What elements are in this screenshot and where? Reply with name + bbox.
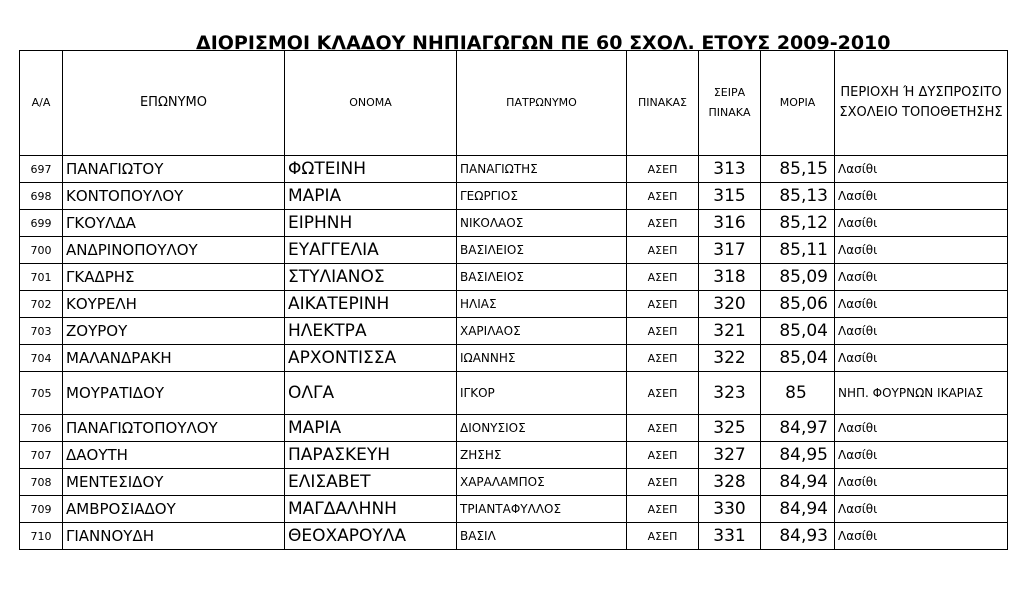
cell-pinakas: ΑΣΕΠ	[627, 469, 699, 496]
header-pinakas: ΠΙΝΑΚΑΣ	[627, 51, 699, 156]
cell-perioxi: Λασίθι	[835, 523, 1008, 550]
cell-onoma: ΕΙΡΗΝΗ	[285, 210, 457, 237]
cell-seira: 328	[699, 469, 761, 496]
cell-moria: 84,97	[761, 415, 835, 442]
cell-pinakas: ΑΣΕΠ	[627, 442, 699, 469]
cell-patronymo: ΤΡΙΑΝΤΑΦΥΛΛΟΣ	[457, 496, 627, 523]
cell-seira: 320	[699, 291, 761, 318]
header-patronymo: ΠΑΤΡΩΝΥΜΟ	[457, 51, 627, 156]
cell-perioxi: ΝΗΠ. ΦΟΥΡΝΩΝ ΙΚΑΡΙΑΣ	[835, 372, 1008, 415]
table-row	[20, 469, 1008, 496]
cell-patronymo: ΓΕΩΡΓΙΟΣ	[457, 183, 627, 210]
cell-aa: 706	[20, 415, 63, 442]
cell-onoma: ΠΑΡΑΣΚΕΥΗ	[285, 442, 457, 469]
cell-patronymo: ΙΩΑΝΝΗΣ	[457, 345, 627, 372]
cell-perioxi: Λασίθι	[835, 496, 1008, 523]
cell-pinakas: ΑΣΕΠ	[627, 291, 699, 318]
cell-pinakas: ΑΣΕΠ	[627, 496, 699, 523]
cell-moria: 85,04	[761, 318, 835, 345]
cell-onoma: ΜΑΓΔΑΛΗΝΗ	[285, 496, 457, 523]
cell-onoma: ΑΙΚΑΤΕΡΙΝΗ	[285, 291, 457, 318]
cell-seira: 327	[699, 442, 761, 469]
cell-aa: 703	[20, 318, 63, 345]
cell-pinakas: ΑΣΕΠ	[627, 210, 699, 237]
cell-seira: 316	[699, 210, 761, 237]
cell-perioxi: Λασίθι	[835, 156, 1008, 183]
cell-patronymo: ΠΑΝΑΓΙΩΤΗΣ	[457, 156, 627, 183]
cell-eponymo: ΜΕΝΤΕΣΙΔΟΥ	[63, 469, 285, 496]
cell-perioxi: Λασίθι	[835, 415, 1008, 442]
cell-onoma: ΜΑΡΙΑ	[285, 415, 457, 442]
cell-seira: 315	[699, 183, 761, 210]
cell-moria: 85,04	[761, 345, 835, 372]
cell-moria: 85,11	[761, 237, 835, 264]
cell-seira: 331	[699, 523, 761, 550]
cell-perioxi: Λασίθι	[835, 210, 1008, 237]
cell-moria: 84,93	[761, 523, 835, 550]
cell-onoma: ΣΤΥΛΙΑΝΟΣ	[285, 264, 457, 291]
cell-eponymo: ΜΑΛΑΝΔΡΑΚΗ	[63, 345, 285, 372]
cell-onoma: ΘΕΟΧΑΡΟΥΛΑ	[285, 523, 457, 550]
cell-patronymo: ΙΓΚΟΡ	[457, 372, 627, 415]
table-row	[20, 442, 1008, 469]
cell-onoma: ΦΩΤΕΙΝΗ	[285, 156, 457, 183]
cell-seira: 317	[699, 237, 761, 264]
cell-eponymo: ΔΑΟΥΤΗ	[63, 442, 285, 469]
cell-aa: 708	[20, 469, 63, 496]
header-aa: Α/Α	[20, 51, 63, 156]
table-row	[20, 523, 1008, 550]
cell-pinakas: ΑΣΕΠ	[627, 345, 699, 372]
cell-seira: 318	[699, 264, 761, 291]
cell-moria: 85	[761, 372, 835, 415]
cell-onoma: ΜΑΡΙΑ	[285, 183, 457, 210]
cell-eponymo: ΖΟΥΡΟΥ	[63, 318, 285, 345]
cell-onoma: ΑΡΧΟΝΤΙΣΣΑ	[285, 345, 457, 372]
table-row	[20, 415, 1008, 442]
cell-seira: 313	[699, 156, 761, 183]
cell-moria: 84,94	[761, 496, 835, 523]
table-row	[20, 210, 1008, 237]
cell-seira: 323	[699, 372, 761, 415]
cell-eponymo: ΜΟΥΡΑΤΙΔΟΥ	[63, 372, 285, 415]
header-seira: ΣΕΙΡΑ ΠΙΝΑΚΑ	[699, 51, 761, 156]
header-perioxi: ΠΕΡΙΟΧΗ Ή ΔΥΣΠΡΟΣΙΤΟ ΣΧΟΛΕΙΟ ΤΟΠΟΘΕΤΗΣΗΣ	[835, 51, 1008, 156]
cell-onoma: ΕΛΙΣΑΒΕΤ	[285, 469, 457, 496]
cell-eponymo: ΑΜΒΡΟΣΙΑΔΟΥ	[63, 496, 285, 523]
page-title: ΔΙΟΡΙΣΜΟΙ ΚΛΑΔΟΥ ΝΗΠΙΑΓΩΓΩΝ ΠΕ 60 ΣΧΟΛ. ΕΤΟΥΣ 2009-2010	[196, 32, 891, 54]
cell-aa: 699	[20, 210, 63, 237]
cell-patronymo: ΝΙΚΟΛΑΟΣ	[457, 210, 627, 237]
table-row	[20, 372, 1008, 415]
cell-onoma: ΕΥΑΓΓΕΛΙΑ	[285, 237, 457, 264]
cell-pinakas: ΑΣΕΠ	[627, 264, 699, 291]
cell-patronymo: ΗΛΙΑΣ	[457, 291, 627, 318]
cell-pinakas: ΑΣΕΠ	[627, 237, 699, 264]
cell-patronymo: ΒΑΣΙΛ	[457, 523, 627, 550]
cell-patronymo: ΒΑΣΙΛΕΙΟΣ	[457, 237, 627, 264]
cell-perioxi: Λασίθι	[835, 442, 1008, 469]
cell-eponymo: ΓΚΑΔΡΗΣ	[63, 264, 285, 291]
cell-moria: 85,09	[761, 264, 835, 291]
cell-eponymo: ΓΙΑΝΝΟΥΔΗ	[63, 523, 285, 550]
header-eponymo: ΕΠΩΝΥΜΟ	[63, 51, 285, 156]
cell-patronymo: ΔΙΟΝΥΣΙΟΣ	[457, 415, 627, 442]
cell-perioxi: Λασίθι	[835, 264, 1008, 291]
cell-seira: 330	[699, 496, 761, 523]
cell-aa: 704	[20, 345, 63, 372]
cell-perioxi: Λασίθι	[835, 237, 1008, 264]
header-moria: ΜΟΡΙΑ	[761, 51, 835, 156]
cell-patronymo: ΧΑΡΑΛΑΜΠΟΣ	[457, 469, 627, 496]
cell-pinakas: ΑΣΕΠ	[627, 372, 699, 415]
header-onoma: ΟΝΟΜΑ	[285, 51, 457, 156]
cell-pinakas: ΑΣΕΠ	[627, 183, 699, 210]
cell-moria: 85,13	[761, 183, 835, 210]
cell-aa: 697	[20, 156, 63, 183]
cell-moria: 84,95	[761, 442, 835, 469]
appointments-table	[19, 50, 1008, 550]
cell-moria: 85,06	[761, 291, 835, 318]
cell-aa: 698	[20, 183, 63, 210]
cell-eponymo: ΠΑΝΑΓΙΩΤΟΠΟΥΛΟΥ	[63, 415, 285, 442]
cell-eponymo: ΚΟΝΤΟΠΟΥΛΟΥ	[63, 183, 285, 210]
cell-perioxi: Λασίθι	[835, 469, 1008, 496]
table-row	[20, 237, 1008, 264]
cell-moria: 84,94	[761, 469, 835, 496]
cell-eponymo: ΑΝΔΡΙΝΟΠΟΥΛΟΥ	[63, 237, 285, 264]
cell-aa: 709	[20, 496, 63, 523]
cell-perioxi: Λασίθι	[835, 318, 1008, 345]
table-header-row	[20, 51, 1008, 156]
table-row	[20, 345, 1008, 372]
cell-aa: 701	[20, 264, 63, 291]
table-row	[20, 264, 1008, 291]
cell-eponymo: ΓΚΟΥΛΔΑ	[63, 210, 285, 237]
table-row	[20, 183, 1008, 210]
cell-aa: 702	[20, 291, 63, 318]
cell-moria: 85,15	[761, 156, 835, 183]
cell-seira: 322	[699, 345, 761, 372]
cell-seira: 325	[699, 415, 761, 442]
cell-pinakas: ΑΣΕΠ	[627, 156, 699, 183]
cell-aa: 705	[20, 372, 63, 415]
cell-seira: 321	[699, 318, 761, 345]
cell-moria: 85,12	[761, 210, 835, 237]
table-row	[20, 318, 1008, 345]
cell-patronymo: ΧΑΡΙΛΑΟΣ	[457, 318, 627, 345]
cell-onoma: ΟΛΓΑ	[285, 372, 457, 415]
cell-eponymo: ΚΟΥΡΕΛΗ	[63, 291, 285, 318]
cell-pinakas: ΑΣΕΠ	[627, 523, 699, 550]
table-row	[20, 291, 1008, 318]
cell-patronymo: ΒΑΣΙΛΕΙΟΣ	[457, 264, 627, 291]
cell-eponymo: ΠΑΝΑΓΙΩΤΟΥ	[63, 156, 285, 183]
cell-perioxi: Λασίθι	[835, 291, 1008, 318]
cell-aa: 710	[20, 523, 63, 550]
cell-perioxi: Λασίθι	[835, 345, 1008, 372]
cell-perioxi: Λασίθι	[835, 183, 1008, 210]
table-row	[20, 156, 1008, 183]
cell-aa: 700	[20, 237, 63, 264]
cell-patronymo: ΖΗΣΗΣ	[457, 442, 627, 469]
table-row	[20, 496, 1008, 523]
cell-aa: 707	[20, 442, 63, 469]
cell-onoma: ΗΛΕΚΤΡΑ	[285, 318, 457, 345]
cell-pinakas: ΑΣΕΠ	[627, 415, 699, 442]
cell-pinakas: ΑΣΕΠ	[627, 318, 699, 345]
